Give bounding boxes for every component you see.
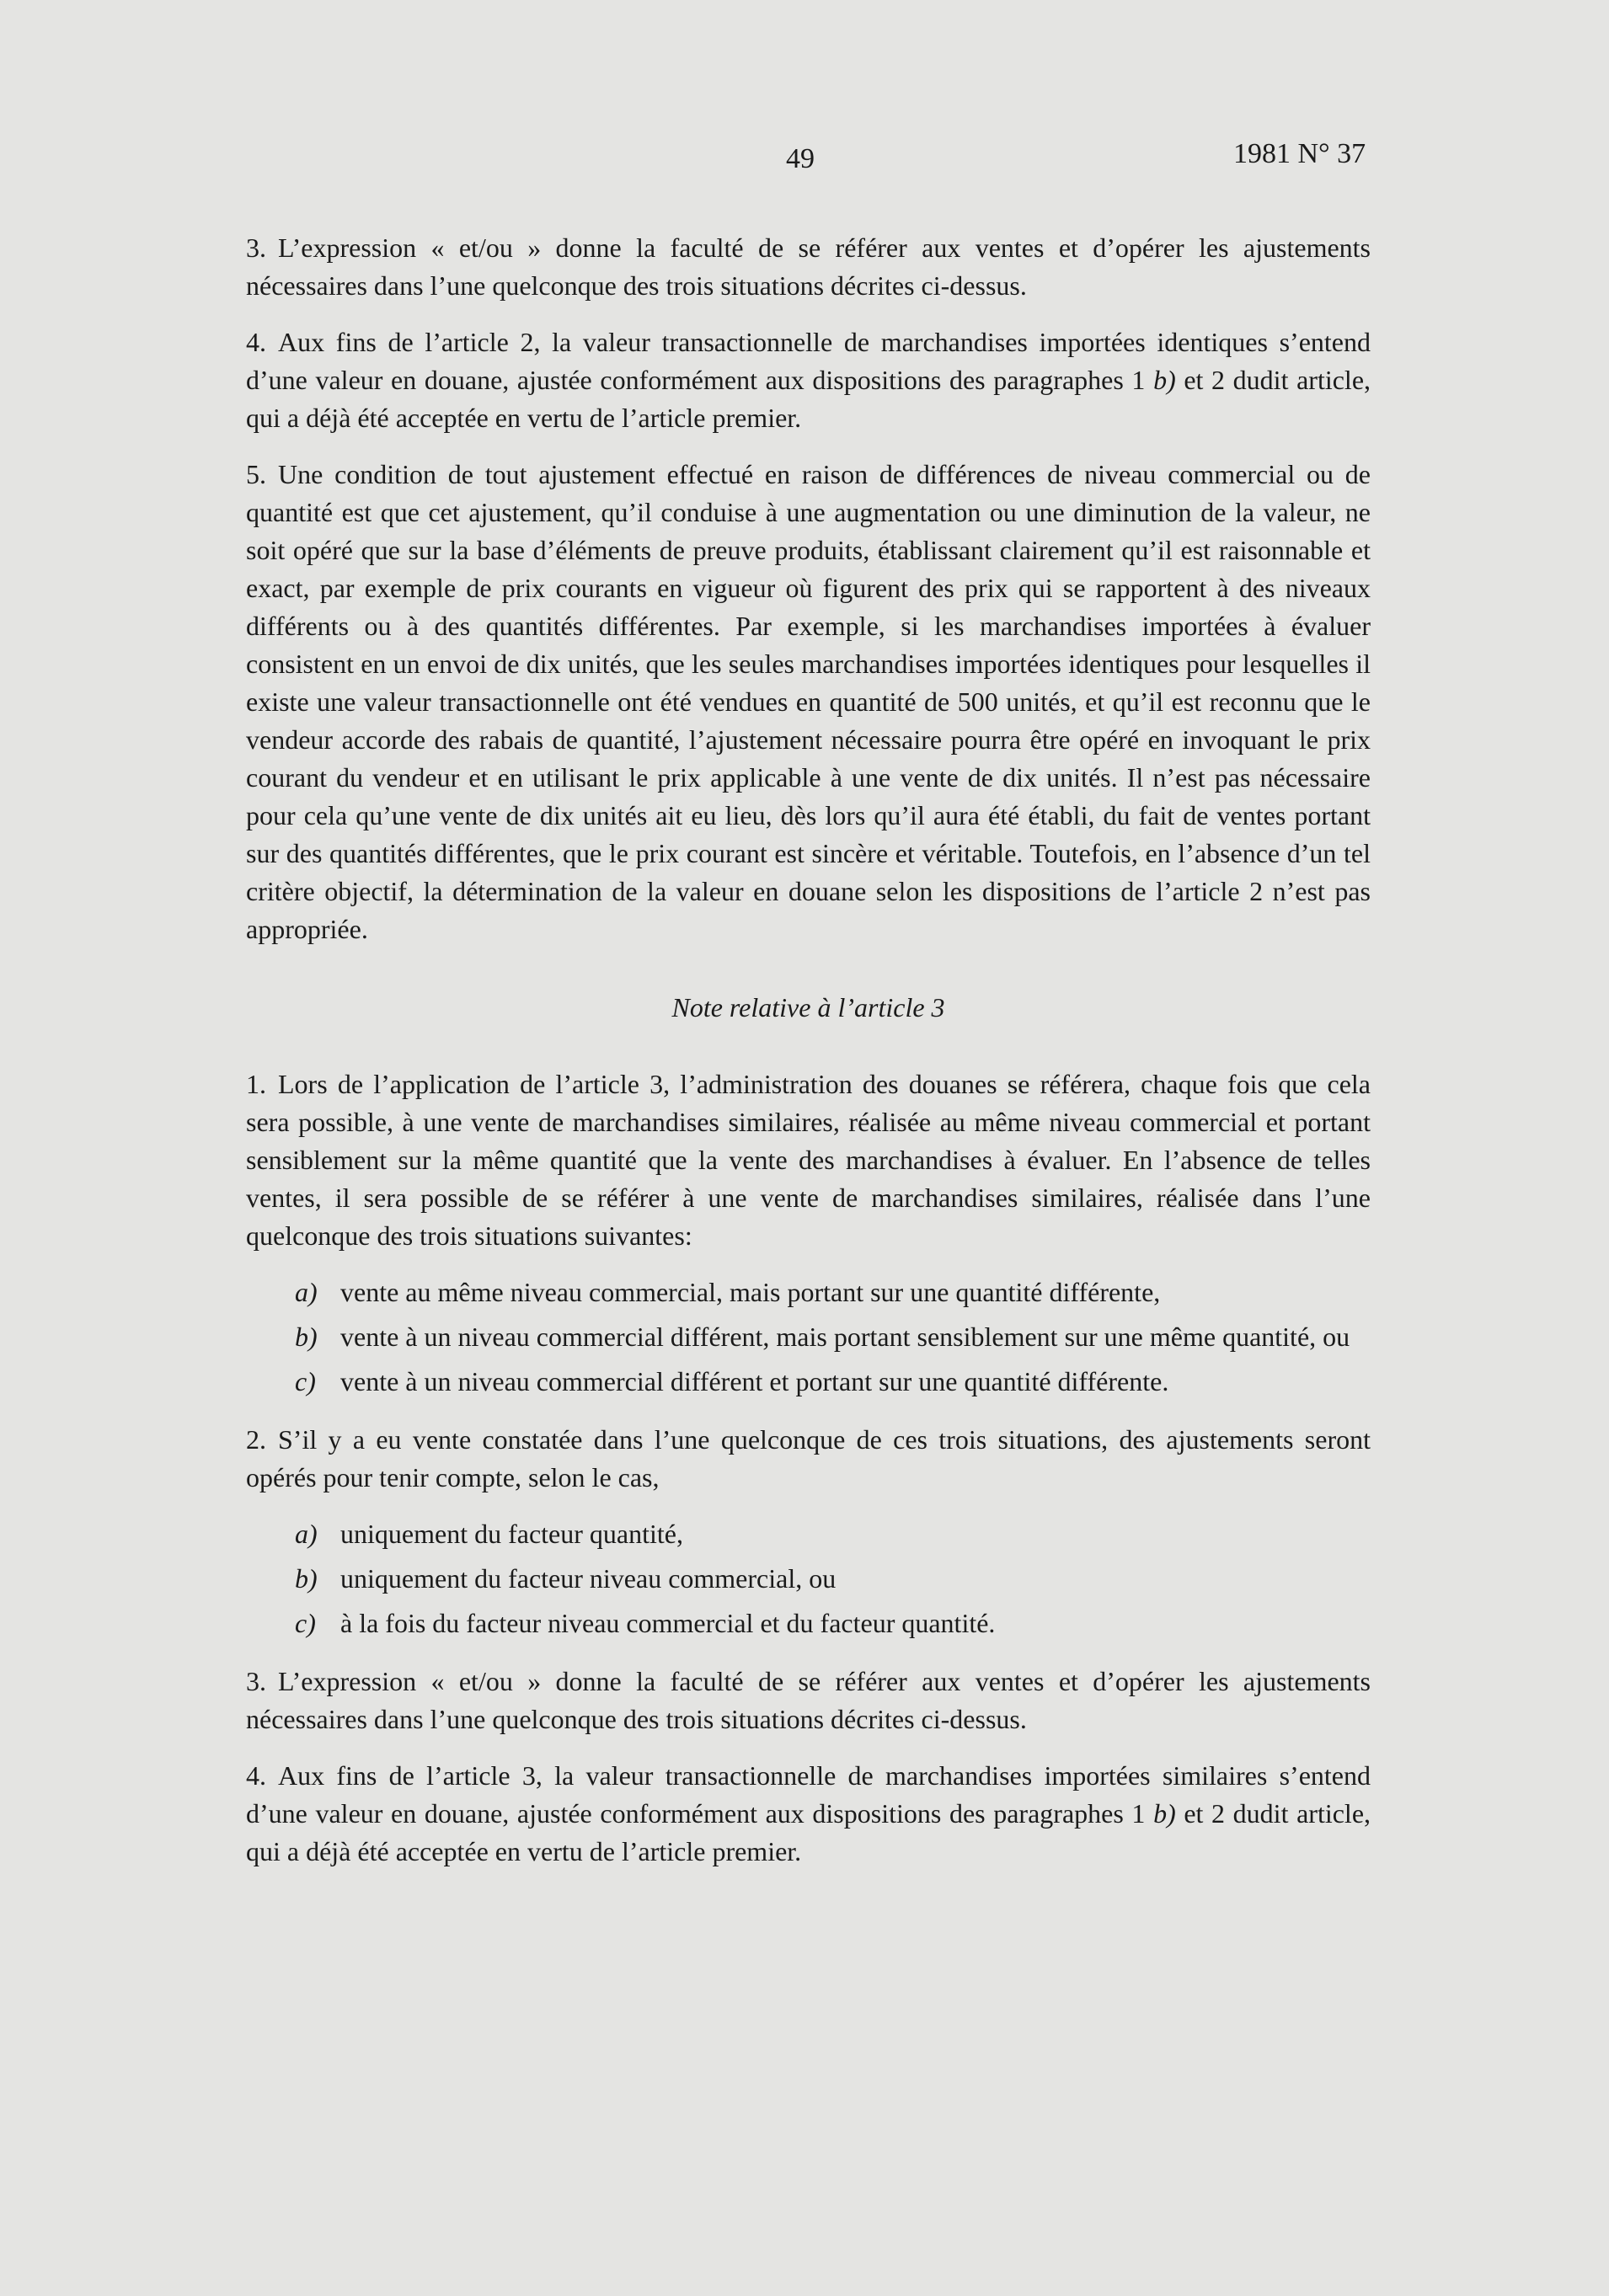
paragraph-number: 2. [246,1424,266,1455]
list-item [295,1515,1371,1553]
page-header [0,138,1609,185]
subparagraph-reference: b) [1153,365,1176,395]
list-marker: a) [295,1277,318,1307]
list-marker: a) [295,1519,318,1549]
paragraph-2 [246,1421,1371,1497]
list-marker: b) [295,1563,318,1594]
list-item-text: vente à un niveau commercial différent et portant sur une quantité différente. [340,1366,1169,1396]
paragraph-1 [246,1065,1371,1255]
paragraph-5 [246,456,1371,948]
paragraph-number: 5. [246,459,266,489]
paragraph-4 [246,1757,1371,1871]
situations-list [295,1273,1371,1401]
paragraph-3 [246,1663,1371,1738]
paragraph-3 [246,229,1371,305]
list-item [295,1273,1371,1311]
paragraph-text: et 2 dudit article, qui a déjà été acceptée en vertu de l’article premier. [246,1798,1371,1866]
paragraph-text: L’expression « et/ou » donne la faculté de se référer aux ventes et d’opérer les ajustements nécessaires dans l’une quelconque des trois situations décrites ci-dessus. [246,1666,1371,1734]
document-body [246,229,1371,1889]
paragraph-number: 1. [246,1069,266,1099]
paragraph-number: 3. [246,1666,266,1696]
list-item-text: vente à un niveau commercial différent, mais portant sensiblement sur une même quantité, ou [340,1322,1350,1352]
list-item-text: à la fois du facteur niveau commercial et du facteur quantité. [340,1608,996,1638]
paragraph-text: Aux fins de l’article 3, la valeur transactionnelle de marchandises importées similaires s’entend d’une valeur en douane, ajustée conformément aux dispositions des paragraphes 1 [246,1760,1371,1829]
adjustments-list [295,1515,1371,1642]
section-heading: Note relative à l’article 3 [671,992,945,1023]
paragraph-text: S’il y a eu vente constatée dans l’une quelconque de ces trois situations, des ajustements seront opérés pour tenir compte, selon le cas, [246,1424,1371,1492]
paragraph-text: et 2 dudit article, qui a déjà été acceptée en vertu de l’article premier. [246,365,1371,433]
list-item [295,1560,1371,1598]
paragraph-number: 4. [246,327,266,357]
list-item [295,1605,1371,1642]
paragraph-text: L’expression « et/ou » donne la faculté de se référer aux ventes et d’opérer les ajustements nécessaires dans l’une quelconque des trois situations décrites ci-dessus. [246,232,1371,301]
list-item-text: vente au même niveau commercial, mais portant sur une quantité différente, [340,1277,1161,1307]
paragraph-text: Aux fins de l’article 2, la valeur transactionnelle de marchandises importées identiques s’entend d’une valeur en douane, ajustée conformément aux dispositions des paragraphes 1 [246,327,1371,395]
paragraph-4 [246,323,1371,437]
paragraph-number: 4. [246,1760,266,1791]
list-item-text: uniquement du facteur quantité, [340,1519,683,1549]
paragraph-number: 3. [246,232,266,263]
paragraph-text: Lors de l’application de l’article 3, l’administration des douanes se référera, chaque fois que cela sera possible, à une vente de marchandises similaires, réalisée au même niveau commercial et portant sensiblement sur la même quantité que la vente des marchandises à évaluer. En l’absence de telles ventes, il sera possible de se référer à une vente de marchandises similaires, réalisée dans l’une quelconque des trois situations suivantes: [246,1069,1371,1251]
page-number: 49 [786,143,815,174]
list-item [295,1363,1371,1401]
list-marker: c) [295,1366,316,1396]
list-marker: c) [295,1608,316,1638]
list-marker: b) [295,1322,318,1352]
list-item-text: uniquement du facteur niveau commercial, ou [340,1563,837,1594]
document-reference: 1981 N° 37 [1233,138,1366,169]
subparagraph-reference: b) [1153,1798,1176,1829]
list-item [295,1318,1371,1356]
paragraph-text: Une condition de tout ajustement effectué en raison de différences de niveau commercial ou de quantité est que cet ajustement, qu’il conduise à une augmentation ou une diminution de la valeur, ne soit opéré que sur la base d’éléments de preuve produits, établissant clairement qu’il est raisonnable et exact, par exemple de prix courants en vigueur où figurent des prix qui se rapportent à des niveaux différents ou à des quantités différentes. Par exemple, si les marchandises importées à évaluer consistent en un envoi de dix unités, que les seules marchandises importées identiques pour lesquelles il existe une valeur transactionnelle ont été vendues en quantité de 500 unités, et qu’il est reconnu que le vendeur accorde des rabais de quantité, l’ajustement nécessaire pourra être opéré en invoquant le prix courant du vendeur et en utilisant le prix applicable à une vente de dix unités. Il n’est pas nécessaire pour cela qu’une vente de dix unités ait eu lieu, dès lors qu’il aura été établi, du fait de ventes portant sur des quantités différentes, que le prix courant est sincère et véritable. Toutefois, en l’absence d’un tel critère objectif, la détermination de la valeur en douane selon les dispositions de l’article 2 n’est pas appropriée. [246,459,1371,944]
